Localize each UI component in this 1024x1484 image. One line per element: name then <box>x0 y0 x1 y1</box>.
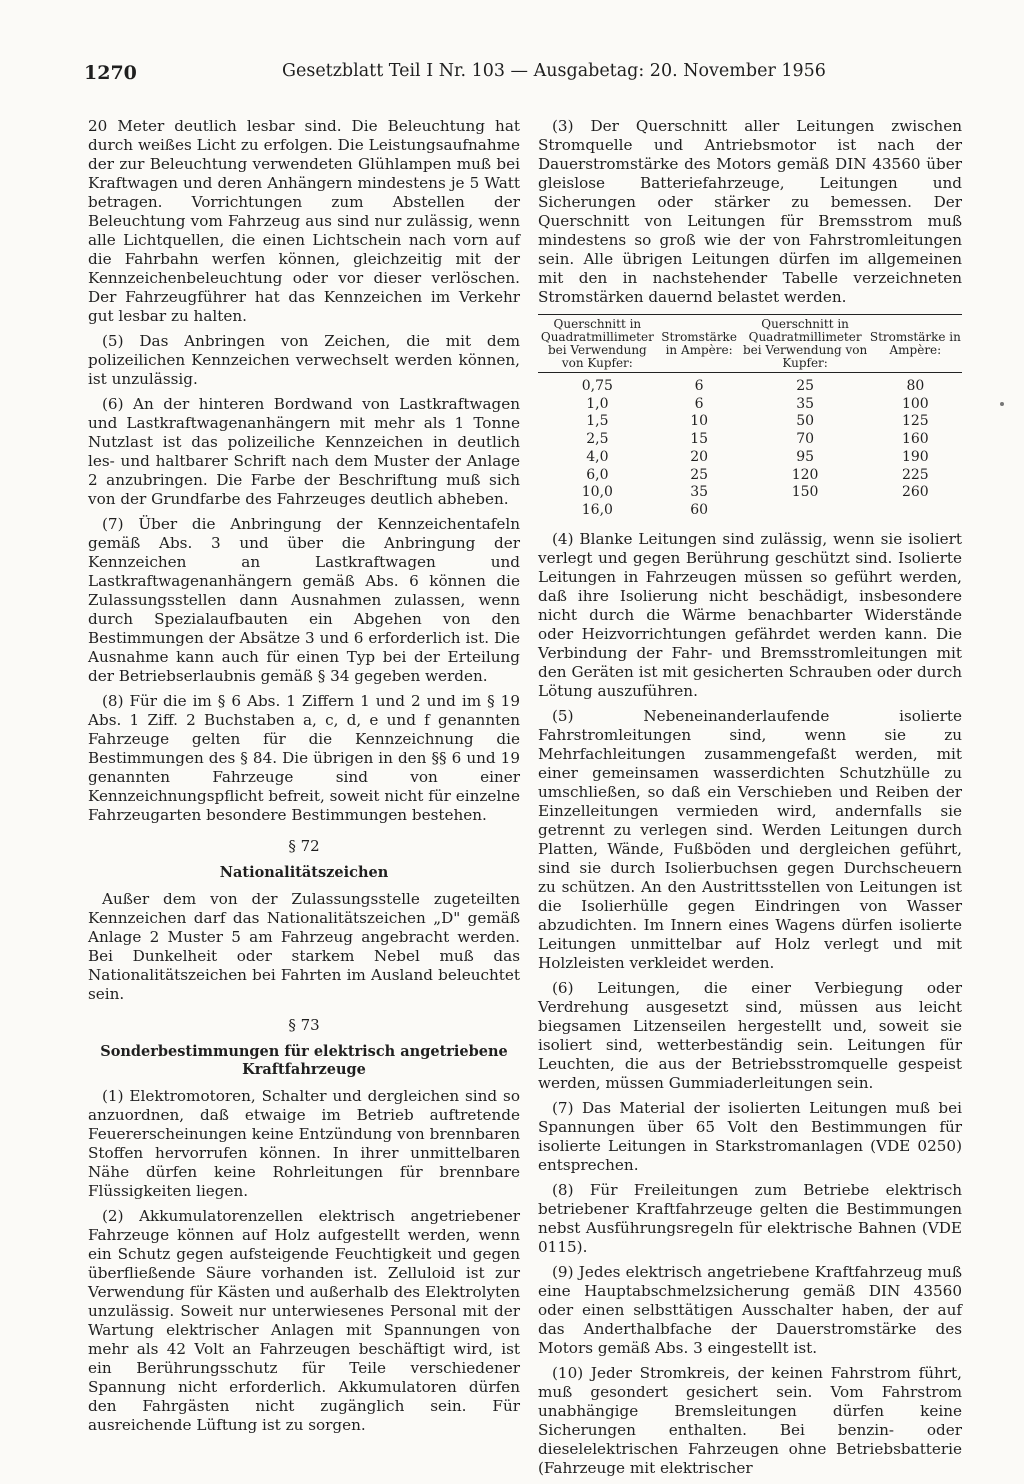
table-header-cell: Querschnitt in Quadratmillimeter bei Verwendung von Kupfer: <box>538 315 657 373</box>
table-cell: 70 <box>796 431 815 448</box>
paragraph-8: (8) Für die im § 6 Abs. 1 Ziffern 1 und 2 und im § 19 Abs. 1 Ziff. 2 Buchstaben a, c, d, e und f genannten Fahrzeuge gelten für die Kennzeichnung die Bestimmungen des § 84. Die übrigen in den §§ 6 und 19 genannten Fahrzeuge sind von einer Kennzeichnungspflicht befreit, soweit nicht für einzelne Fahrzeugarten besondere Bestimmungen bestehen. <box>88 692 520 824</box>
table-cell: 6 <box>694 395 704 412</box>
table-cell: 25 <box>796 378 815 394</box>
table-cell: 190 <box>901 448 929 465</box>
table-cell: 160 <box>901 431 929 448</box>
paragraph-9: (9) Jedes elektrisch angetriebene Kraftfahrzeug muß eine Hauptabschmelzsicherung gemäß DIN 43560 oder einen selbsttätigen Ausschalter haben, der auf das Anderthalbfache der Dauerstromstärke des Motors gemäß Abs. 3 eingestellt ist. <box>538 1262 962 1357</box>
table-row <box>538 413 962 431</box>
paragraph-3: (3) Der Querschnitt aller Leitungen zwischen Stromquelle und Antriebsmotor ist nach der Dauerstromstärke des Motors gemäß DIN 43560 über gleislose Batteriefahrzeuge, Leitungen und Sicherungen oder stärker zu bemessen. Der Querschnitt von Leitungen für Bremsstrom muß mindestens so groß wie der von Fahrstromleitungen sein. Alle übrigen Leitungen dürfen im allgemeinen mit den in nachstehender Tabelle verzeichneten Stromstärken dauernd belastet werden. <box>538 117 962 306</box>
paragraph-5: (5) Das Anbringen von Zeichen, die mit dem polizeilichen Kennzeichen verwechselt werden können, ist unzulässig. <box>88 332 520 388</box>
paragraph-4: (4) Blanke Leitungen sind zulässig, wenn sie isoliert verlegt und gegen Berührung geschützt sind. Isolierte Leitungen in Fahrzeugen müssen so geführt werden, daß ihre Isolierung nicht beschädigt, insbesondere nicht durch die Wärme benachbarter Widerstände oder Heizvorrichtungen gefährdet werden kann. Die Verbindung der Fahr- und Bremsstromleitungen mit den Geräten ist mit gesicherten Schrauben oder durch Lötung auszuführen. <box>538 529 962 700</box>
table-header-cell: Stromstärke in Ampère: <box>657 315 742 373</box>
paragraph-6: (6) Leitungen, die einer Verbiegung oder Verdrehung ausgesetzt sind, müssen aus leicht biegsamen Litzenseilen hergestellt und, soweit sie isoliert sind, wetterbeständig sein. Leitungen für Leuchten, die aus der Betriebsstromquelle gespeist werden, müssen Gummiaderleitungen sein. <box>538 978 962 1092</box>
table-cell: 10 <box>690 413 709 430</box>
table-cell: 4,0 <box>586 448 609 465</box>
page-number: 1270 <box>84 62 137 84</box>
table-cell: 125 <box>901 413 929 430</box>
table-header-cell: Stromstärke in Ampère: <box>869 315 962 373</box>
section-73-paragraph-1: (1) Elektromotoren, Schalter und dergleichen sind so anzuordnen, daß etwaige im Betrieb auftretende Feuererscheinungen keine Entzündung von brennbaren Stoffen hervorrufen können. In ihrer unmittelbaren Nähe dürfen keine Rohrleitungen für brennbare Flüssigkeiten liegen. <box>88 1087 520 1200</box>
table-cell <box>869 502 962 520</box>
table-cell: 10,0 <box>581 484 613 501</box>
table-cell: 95 <box>796 448 815 465</box>
table-cell: 120 <box>791 466 819 483</box>
table-cell: 60 <box>690 501 709 518</box>
section-72-heading: Nationalitätszeichen <box>219 864 389 881</box>
table-row <box>538 431 962 449</box>
paragraph-7: (7) Über die Anbringung der Kennzeichentafeln gemäß Abs. 3 und über die Anbringung der Kennzeichen an Lastkraftwagen und Lastkraftwagenanhängern gemäß Abs. 6 können die Zulassungsstellen dann Ausnahmen zulassen, wenn durch Spezialaufbauten ein Abgehen von den Bestimmungen der Absätze 3 und 6 erforderlich ist. Die Ausnahme kann auch für einen Typ bei der Erteilung der Betriebserlaubnis gemäß § 34 gegeben werden. <box>88 515 520 685</box>
table-cell: 50 <box>796 413 815 430</box>
table-cell: 2,5 <box>586 431 609 448</box>
paragraph-5: (5) Nebeneinanderlaufende isolierte Fahrstromleitungen sind, wenn sie zu Mehrfachleitungen zusammengefaßt werden, mit einer gemeinsamen wasserdichten Schutzhülle zu umschließen, so daß ein Verschieben und Reiben der Einzelleitungen vermieden wird, andernfalls sie getrennt zu verlegen sind. Werden Leitungen durch Platten, Wände, Fußböden und dergleichen geführt, sind sie durch Isolierbuchsen gegen Durchscheuern zu schützen. An den Austrittsstellen von Leitungen ist die Isolierhülle gegen Eindringen von Wasser abzudichten. Im Innern eines Wagens dürfen isolierte Leitungen unmittelbar auf Holz verlegt und mit Holzleisten verkleidet werden. <box>538 706 962 972</box>
section-72-text: Außer dem von der Zulassungsstelle zugeteilten Kennzeichen darf das Nationalitätszeichen „D" gemäß Anlage 2 Muster 5 am Fahrzeug angebracht werden. Bei Dunkelheit oder starkem Nebel muß das Nationalitätszeichen bei Fahrten im Ausland beleuchtet sein. <box>88 890 520 1003</box>
table-cell: 1,5 <box>586 413 609 430</box>
table-cell: 35 <box>690 484 709 501</box>
table-cell: 6 <box>694 378 704 394</box>
table-header-cell: Querschnitt in Quadratmillimeter bei Verwendung von Kupfer: <box>742 315 869 373</box>
table-cell: 1,0 <box>586 395 609 412</box>
table-row <box>538 502 962 520</box>
paragraph-6: (6) An der hinteren Bordwand von Lastkraftwagen und Lastkraftwagenanhängern mit mehr als 1 Tonne Nutzlast ist das polizeiliche Kennzeichen in deutlich les- und haltbarer Schrift nach dem Muster der Anlage 2 anzubringen. Die Farbe der Beschriftung muß sich von der Grundfarbe des Fahrzeuges deutlich abheben. <box>88 395 520 508</box>
table-cell: 6,0 <box>586 466 609 483</box>
paragraph-8: (8) Für Freileitungen zum Betriebe elektrisch betriebener Kraftfahrzeuge gelten die Bestimmungen nebst Ausführungsregeln für elektrische Bahnen (VDE 0115). <box>538 1180 962 1256</box>
right-column <box>538 117 962 1484</box>
table-cell: 80 <box>906 378 925 394</box>
table-cell: 15 <box>690 431 709 448</box>
current-rating-table <box>538 314 962 520</box>
paragraph-continuation: 20 Meter deutlich lesbar sind. Die Beleuchtung hat durch weißes Licht zu erfolgen. Die Leistungsaufnahme der zur Beleuchtung verwendeten Glühlampen muß bei Kraftwagen und deren Anhängern mindestens je 5 Watt betragen. Vorrichtungen zum Abstellen der Beleuchtung vom Fahrzeug aus sind nur zulässig, wenn alle Lichtquellen, die einen Lichtschein nach vorn auf die Fahrbahn werfen können, gleichzeitig mit der Kennzeichenbeleuchtung oder vor dieser verlöschen. Der Fahrzeugführer hat das Kennzeichen im Verkehr gut lesbar zu halten. <box>88 117 520 325</box>
table-row <box>538 396 962 414</box>
table-row <box>538 484 962 502</box>
left-column <box>88 117 520 1441</box>
table-cell: 20 <box>690 448 709 465</box>
table-cell: 25 <box>690 466 709 483</box>
table-row <box>538 373 962 396</box>
table-cell: 35 <box>796 395 815 412</box>
paragraph-7: (7) Das Material der isolierten Leitungen muß bei Spannungen über 65 Volt den Bestimmungen für isolierte Leitungen in Starkstromanlagen (VDE 0250) entsprechen. <box>538 1098 962 1174</box>
table-cell: 150 <box>791 484 819 501</box>
paragraph-10: (10) Jeder Stromkreis, der keinen Fahrstrom führt, muß gesondert gesichert sein. Vom Fahrstrom unabhängige Bremsleitungen dürfen keine Sicherungen enthalten. Bei benzin- oder dieselelektrischen Fahrzeugen ohne Betriebsbatterie (Fahrzeuge mit elektrischer <box>538 1363 962 1477</box>
section-73-number: § 73 <box>288 1016 320 1034</box>
margin-dot <box>1000 402 1004 406</box>
table-cell: 225 <box>901 466 929 483</box>
page-header <box>84 58 944 88</box>
table-row <box>538 467 962 485</box>
table-cell: 16,0 <box>581 501 613 518</box>
table-cell: 260 <box>901 484 929 501</box>
table-cell: 100 <box>901 395 929 412</box>
section-73-heading: Sonderbestimmungen für elektrisch angetriebene Kraftfahrzeuge <box>100 1043 508 1078</box>
table-row <box>538 449 962 467</box>
header-title: Gesetzblatt Teil I Nr. 103 — Ausgabetag: 20. November 1956 <box>282 61 826 81</box>
table-header-row <box>538 315 962 373</box>
section-73-paragraph-2: (2) Akkumulatorenzellen elektrisch angetriebener Fahrzeuge können auf Holz aufgestellt werden, wenn ein Schutz gegen aufsteigende Feuchtigkeit und gegen überfließende Säure vorhanden ist. Zelluloid ist zur Verwendung für Kästen und außerhalb des Elektrolyten unzulässig. Soweit nur unterwiesenes Personal mit der Wartung elektrischer Anlagen mit Spannungen von mehr als 42 Volt an Fahrzeugen beschäftigt wird, ist ein Berührungsschutz für Teile verschiedener Spannung nicht erforderlich. Akkumulatoren dürfen den Fahrgästen nicht zugänglich sein. Für ausreichende Lüftung ist zu sorgen. <box>88 1207 520 1434</box>
table-cell <box>742 502 869 520</box>
table-cell: 0,75 <box>581 378 613 394</box>
section-72-number: § 72 <box>288 837 320 855</box>
